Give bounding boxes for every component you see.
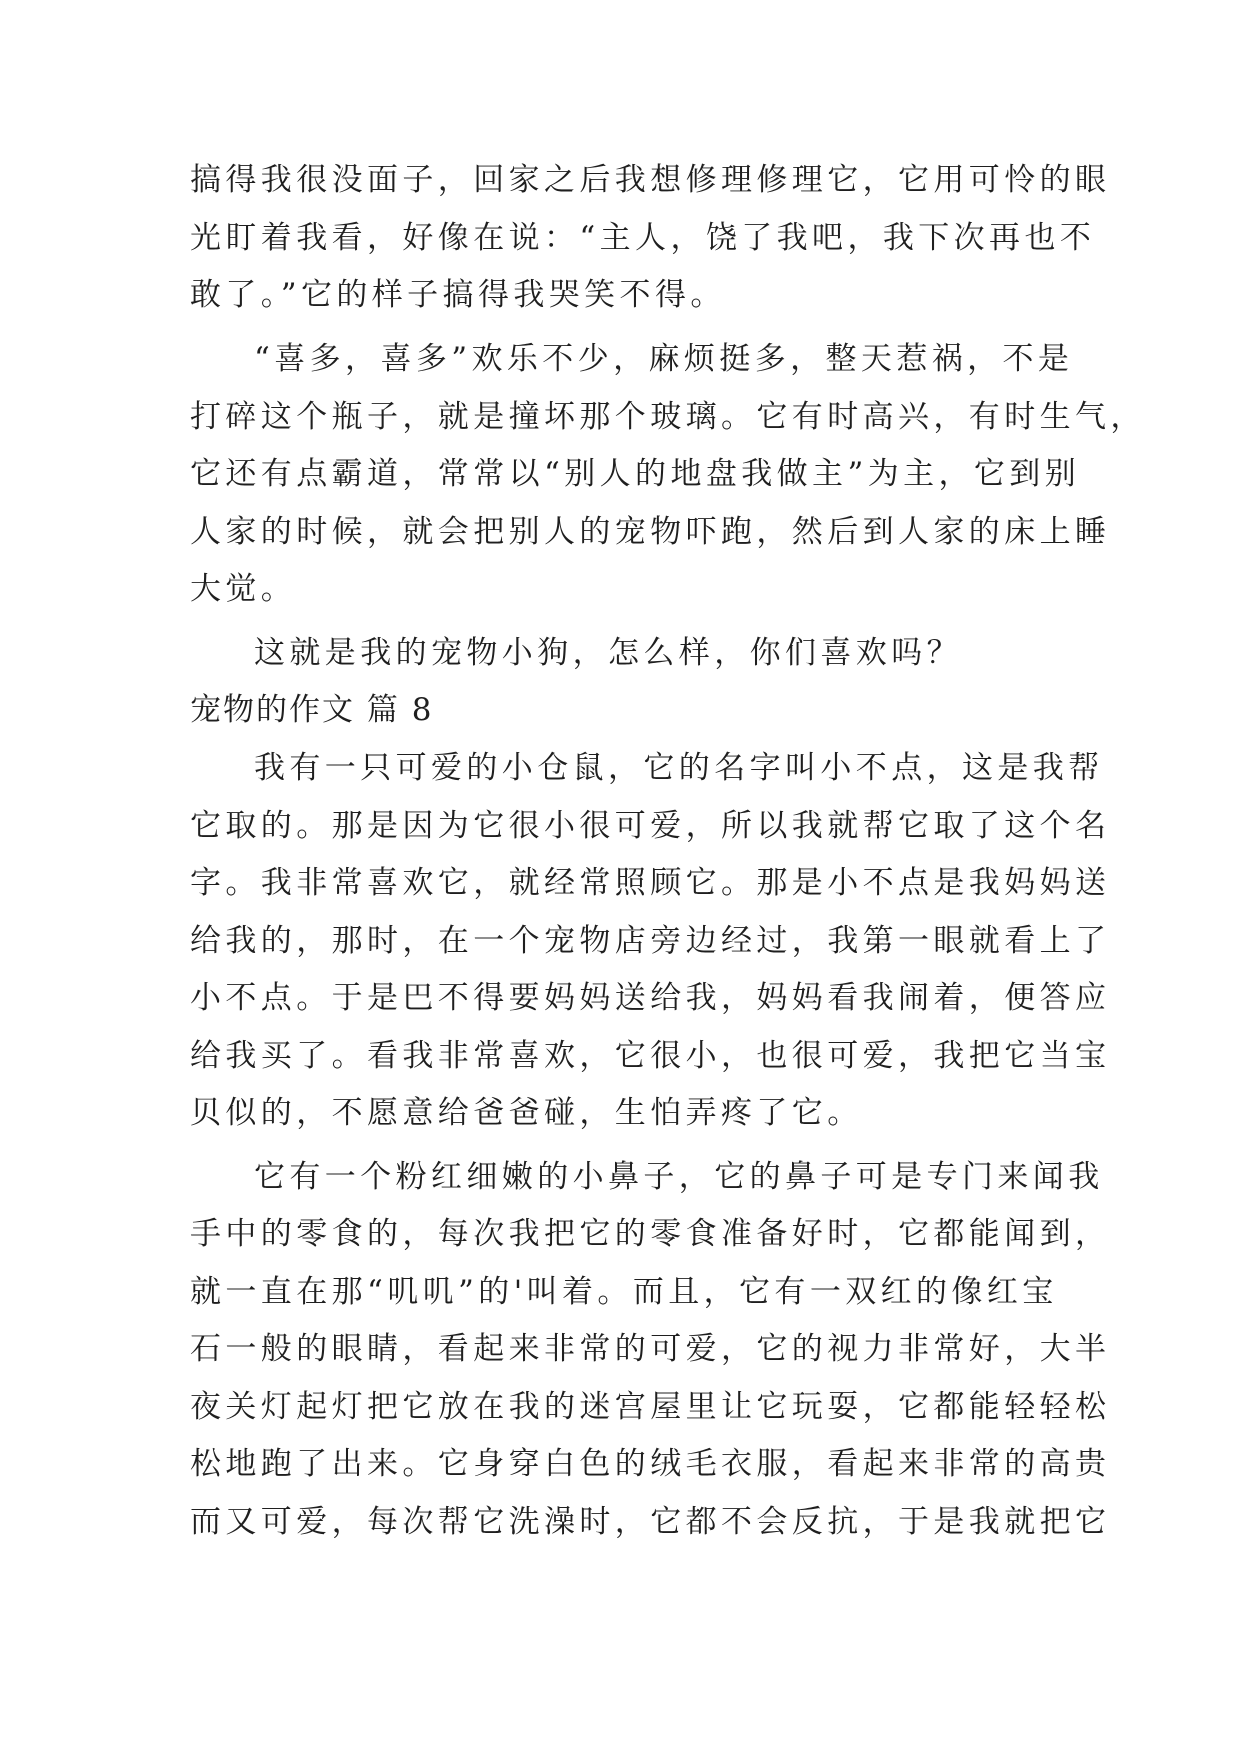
- text-line: 给我买了。看我非常喜欢，它很小，也很可爱，我把它当宝: [190, 1038, 1111, 1074]
- text-line: 敢了。”它的样子搞得我哭笑不得。: [190, 277, 726, 313]
- paragraph-first-line: 我有一只可爱的小仓鼠，它的名字叫小不点，这是我帮: [254, 750, 1104, 786]
- paragraph-first-line: “喜多，喜多”欢乐不少，麻烦挺多，整天惹祸，不是: [254, 341, 1074, 377]
- text-line: 打碎这个瓶子，就是撞坏那个玻璃。它有时高兴，有时生气，: [190, 399, 1146, 435]
- paragraph-first-line: 这就是我的宠物小狗，怎么样，你们喜欢吗？: [254, 635, 962, 671]
- text-line: 石一般的眼睛，看起来非常的可爱，它的视力非常好，大半: [190, 1331, 1111, 1367]
- text-line: 松地跑了出来。它身穿白色的绒毛衣服，看起来非常的高贵: [190, 1446, 1111, 1482]
- text-line: 小不点。于是巴不得要妈妈送给我，妈妈看我闹着，便答应: [190, 980, 1111, 1016]
- text-line: 夜关灯起灯把它放在我的迷宫屋里让它玩耍，它都能轻轻松: [190, 1389, 1111, 1425]
- section-heading: 宠物的作文 篇 8: [190, 692, 434, 728]
- text-line: 而又可爱，每次帮它洗澡时，它都不会反抗，于是我就把它: [190, 1504, 1111, 1540]
- paragraph-first-line: 它有一个粉红细嫩的小鼻子，它的鼻子可是专门来闻我: [254, 1159, 1104, 1195]
- text-line: 手中的零食的，每次我把它的零食准备好时，它都能闻到，: [190, 1216, 1111, 1252]
- text-line: 它取的。那是因为它很小很可爱，所以我就帮它取了这个名: [190, 808, 1111, 844]
- text-line: 大觉。: [190, 571, 297, 607]
- text-line: 贝似的，不愿意给爸爸碰，生怕弄疼了它。: [190, 1095, 863, 1131]
- text-line: 人家的时候，就会把别人的宠物吓跑，然后到人家的床上睡: [190, 514, 1111, 550]
- text-line: 给我的，那时，在一个宠物店旁边经过，我第一眼就看上了: [190, 923, 1111, 959]
- text-line: 光盯着我看，好像在说：“主人，饶了我吧，我下次再也不: [190, 220, 1096, 256]
- text-line: 它还有点霸道，常常以“别人的地盘我做主”为主，它到别: [190, 456, 1081, 492]
- text-line: 就一直在那“叽叽”的'叫着。而且，它有一双红的像红宝: [190, 1274, 1058, 1310]
- text-line: 字。我非常喜欢它，就经常照顾它。那是小不点是我妈妈送: [190, 865, 1111, 901]
- text-line: 搞得我很没面子，回家之后我想修理修理它，它用可怜的眼: [190, 162, 1111, 198]
